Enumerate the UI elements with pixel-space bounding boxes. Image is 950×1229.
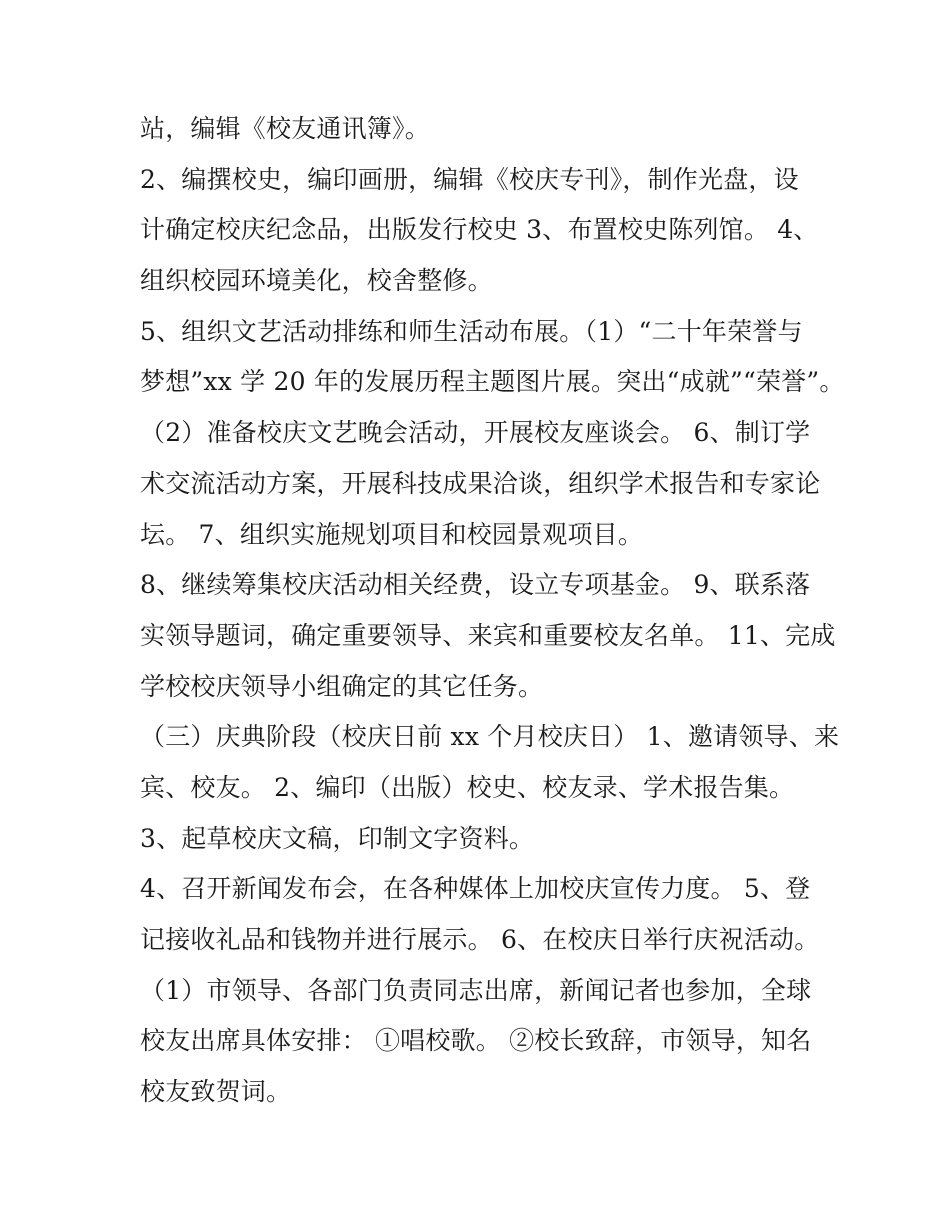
document-body <box>140 104 845 1118</box>
text-line: 校友出席具体安排： ①唱校歌。 ②校长致辞，市领导，知名 <box>140 1026 812 1056</box>
text-line: 8、继续筹集校庆活动相关经费，设立专项基金。 9、联系落 <box>140 570 811 600</box>
text-line: 实领导题词，确定重要领导、来宾和重要校友名单。 11、完成 <box>140 620 836 650</box>
text-line: （1）市领导、各部门负责同志出席，新闻记者也参加，全球 <box>140 975 812 1005</box>
text-line: 坛。 7、组织实施规划项目和校园景观项目。 <box>140 519 644 549</box>
text-line: （2）准备校庆文艺晚会活动，开展校友座谈会。 6、制订学 <box>140 418 811 448</box>
text-line: 学校校庆领导小组确定的其它任务。 <box>140 671 544 701</box>
text-line: 术交流活动方案，开展科技成果洽谈，组织学术报告和专家论 <box>140 468 821 498</box>
text-line: 4、召开新闻发布会，在各种媒体上加校庆宣传力度。 5、登 <box>140 874 811 904</box>
text-line: 2、编撰校史，编印画册，编辑《校庆专刊》，制作光盘，设 <box>140 164 799 194</box>
text-line: 组织校园环境美化，校舍整修。 <box>140 266 493 296</box>
text-line: 宾、校友。 2、编印（出版）校史、校友录、学术报告集。 <box>140 772 795 802</box>
text-line: 5、组织文艺活动排练和师生活动布展。（1）“二十年荣誉与 <box>140 316 803 346</box>
text-line: 站，编辑《校友通讯簿》。 <box>140 114 430 143</box>
text-line: 记接收礼品和钱物并进行展示。 6、在校庆日举行庆祝活动。 <box>140 925 820 954</box>
text-line: 3、起草校庆文稿，印制文字资料。 <box>140 823 535 853</box>
text-line: （三）庆典阶段（校庆日前 xx 个月校庆日） 1、邀请领导、来 <box>140 722 840 752</box>
text-line: 计确定校庆纪念品，出版发行校史 3、布置校史陈列馆。 4、 <box>140 215 819 245</box>
text-line: 梦想”xx 学 20 年的发展历程主题图片展。突出“成就”“荣誉”。 <box>140 367 845 397</box>
text-line: 校友致贺词。 <box>140 1077 292 1107</box>
